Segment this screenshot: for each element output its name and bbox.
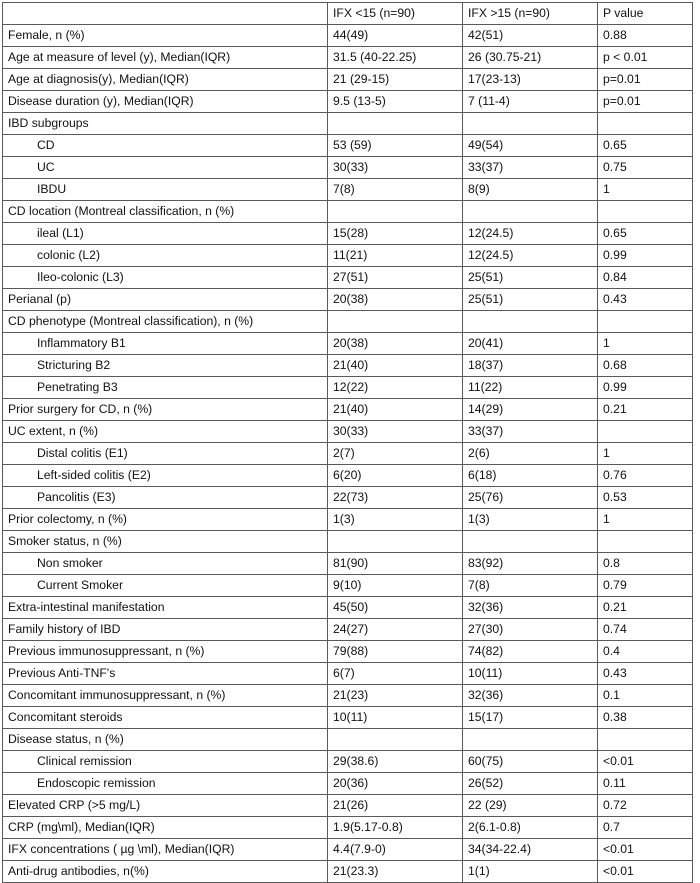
row-label: Left-sided colitis (E2)	[3, 465, 328, 487]
table-row	[3, 377, 693, 399]
cell-ifx-high: 1(1)	[463, 861, 598, 883]
cell-ifx-high: 2(6.1-0.8)	[463, 817, 598, 839]
cell-ifx-high: 33(37)	[463, 421, 598, 443]
cell-ifx-high: 42(51)	[463, 25, 598, 47]
cell-p-value: 0.43	[598, 289, 693, 311]
characteristics-table	[2, 2, 693, 883]
cell-ifx-low: 20(38)	[328, 333, 463, 355]
cell-ifx-low: 21(23)	[328, 685, 463, 707]
cell-p-value: <0.01	[598, 839, 693, 861]
cell-p-value: 0.68	[598, 355, 693, 377]
cell-ifx-high: 6(18)	[463, 465, 598, 487]
cell-ifx-low: 9(10)	[328, 575, 463, 597]
cell-p-value: 1	[598, 443, 693, 465]
cell-ifx-high: 11(22)	[463, 377, 598, 399]
cell-ifx-low: 2(7)	[328, 443, 463, 465]
cell-ifx-high: 25(51)	[463, 289, 598, 311]
cell-p-value: 0.99	[598, 377, 693, 399]
cell-ifx-high: 7 (11-4)	[463, 91, 598, 113]
cell-ifx-high: 32(36)	[463, 685, 598, 707]
cell-ifx-low: 81(90)	[328, 553, 463, 575]
cell-ifx-high: 49(54)	[463, 135, 598, 157]
row-label: Endoscopic remission	[3, 773, 328, 795]
row-label: Smoker status, n (%)	[3, 531, 328, 553]
row-label: Inflammatory B1	[3, 333, 328, 355]
row-label: UC	[3, 157, 328, 179]
cell-ifx-high: 14(29)	[463, 399, 598, 421]
cell-p-value: 0.53	[598, 487, 693, 509]
table-row	[3, 311, 693, 333]
cell-ifx-low: 21(26)	[328, 795, 463, 817]
table-row	[3, 355, 693, 377]
cell-ifx-high: 8(9)	[463, 179, 598, 201]
cell-ifx-low: 1(3)	[328, 509, 463, 531]
row-label: Clinical remission	[3, 751, 328, 773]
cell-ifx-low: 11(21)	[328, 245, 463, 267]
table-row	[3, 861, 693, 883]
cell-p-value: 0.8	[598, 553, 693, 575]
table-row	[3, 179, 693, 201]
cell-p-value: 0.11	[598, 773, 693, 795]
table-container	[2, 2, 693, 883]
cell-ifx-high	[463, 201, 598, 223]
cell-ifx-low: 6(7)	[328, 663, 463, 685]
row-label: Previous immunosuppressant, n (%)	[3, 641, 328, 663]
cell-ifx-low: 27(51)	[328, 267, 463, 289]
row-label: UC extent, n (%)	[3, 421, 328, 443]
table-row	[3, 443, 693, 465]
cell-p-value: 0.7	[598, 817, 693, 839]
cell-ifx-low: 6(20)	[328, 465, 463, 487]
table-row	[3, 223, 693, 245]
cell-p-value: 0.99	[598, 245, 693, 267]
table-row	[3, 597, 693, 619]
row-label: Age at measure of level (y), Median(IQR)	[3, 47, 328, 69]
cell-ifx-low	[328, 113, 463, 135]
cell-p-value: 0.1	[598, 685, 693, 707]
row-label: IFX concentrations ( µg \ml), Median(IQR)	[3, 839, 328, 861]
cell-p-value: 0.21	[598, 399, 693, 421]
cell-p-value: 0.88	[598, 25, 693, 47]
row-label: Female, n (%)	[3, 25, 328, 47]
table-row	[3, 729, 693, 751]
cell-p-value	[598, 201, 693, 223]
cell-p-value	[598, 113, 693, 135]
table-row	[3, 113, 693, 135]
cell-ifx-low: 4.4(7.9-0)	[328, 839, 463, 861]
cell-ifx-low: 22(73)	[328, 487, 463, 509]
cell-ifx-low: 21(23.3)	[328, 861, 463, 883]
cell-ifx-high: 2(6)	[463, 443, 598, 465]
table-row	[3, 641, 693, 663]
cell-ifx-low: 79(88)	[328, 641, 463, 663]
cell-ifx-high: 7(8)	[463, 575, 598, 597]
cell-ifx-low: 20(38)	[328, 289, 463, 311]
cell-p-value: 0.79	[598, 575, 693, 597]
cell-p-value: 1	[598, 179, 693, 201]
cell-p-value: p < 0.01	[598, 47, 693, 69]
cell-p-value: 0.75	[598, 157, 693, 179]
cell-p-value: 0.65	[598, 223, 693, 245]
row-label: Extra-intestinal manifestation	[3, 597, 328, 619]
cell-p-value: 0.76	[598, 465, 693, 487]
table-row	[3, 333, 693, 355]
row-label: ileal (L1)	[3, 223, 328, 245]
cell-ifx-high: 20(41)	[463, 333, 598, 355]
cell-ifx-high	[463, 729, 598, 751]
cell-p-value	[598, 729, 693, 751]
header-ifx-high: IFX >15 (n=90)	[463, 3, 598, 25]
row-label: Perianal (p)	[3, 289, 328, 311]
cell-p-value: 0.21	[598, 597, 693, 619]
table-row	[3, 795, 693, 817]
row-label: Stricturing B2	[3, 355, 328, 377]
cell-ifx-high: 34(34-22.4)	[463, 839, 598, 861]
table-row	[3, 663, 693, 685]
cell-ifx-high	[463, 531, 598, 553]
table-row	[3, 751, 693, 773]
cell-p-value: 1	[598, 333, 693, 355]
cell-ifx-low: 53 (59)	[328, 135, 463, 157]
table-row	[3, 289, 693, 311]
cell-p-value: <0.01	[598, 861, 693, 883]
cell-ifx-high: 33(37)	[463, 157, 598, 179]
cell-ifx-high: 12(24.5)	[463, 223, 598, 245]
row-label: Prior surgery for CD, n (%)	[3, 399, 328, 421]
table-row	[3, 839, 693, 861]
table-row	[3, 685, 693, 707]
row-label: IBD subgroups	[3, 113, 328, 135]
cell-ifx-low: 30(33)	[328, 421, 463, 443]
cell-ifx-high: 17(23-13)	[463, 69, 598, 91]
cell-p-value	[598, 531, 693, 553]
row-label: CRP (mg\ml), Median(IQR)	[3, 817, 328, 839]
table-row	[3, 201, 693, 223]
cell-ifx-high: 12(24.5)	[463, 245, 598, 267]
cell-p-value: 0.43	[598, 663, 693, 685]
cell-ifx-high: 10(11)	[463, 663, 598, 685]
row-label: CD	[3, 135, 328, 157]
table-row	[3, 135, 693, 157]
row-label: Age at diagnosis(y), Median(IQR)	[3, 69, 328, 91]
cell-ifx-high: 83(92)	[463, 553, 598, 575]
table-row	[3, 707, 693, 729]
cell-ifx-high: 26(52)	[463, 773, 598, 795]
table-row	[3, 267, 693, 289]
row-label: Non smoker	[3, 553, 328, 575]
table-row	[3, 509, 693, 531]
cell-p-value: p=0.01	[598, 69, 693, 91]
cell-ifx-low	[328, 201, 463, 223]
cell-p-value: <0.01	[598, 751, 693, 773]
cell-ifx-low: 12(22)	[328, 377, 463, 399]
header-characteristic	[3, 3, 328, 25]
row-label: Ileo-colonic (L3)	[3, 267, 328, 289]
table-row	[3, 399, 693, 421]
table-row	[3, 817, 693, 839]
cell-p-value	[598, 421, 693, 443]
cell-ifx-low: 29(38.6)	[328, 751, 463, 773]
cell-ifx-high	[463, 311, 598, 333]
cell-ifx-high: 74(82)	[463, 641, 598, 663]
table-row	[3, 465, 693, 487]
cell-ifx-high: 18(37)	[463, 355, 598, 377]
cell-ifx-high: 25(76)	[463, 487, 598, 509]
cell-ifx-low: 21(40)	[328, 355, 463, 377]
row-label: Anti-drug antibodies, n(%)	[3, 861, 328, 883]
table-row	[3, 619, 693, 641]
cell-ifx-high: 32(36)	[463, 597, 598, 619]
cell-ifx-high: 60(75)	[463, 751, 598, 773]
table-row	[3, 553, 693, 575]
row-label: Prior colectomy, n (%)	[3, 509, 328, 531]
table-row	[3, 157, 693, 179]
cell-p-value: 0.38	[598, 707, 693, 729]
row-label: Elevated CRP (>5 mg/L)	[3, 795, 328, 817]
cell-ifx-high: 22 (29)	[463, 795, 598, 817]
cell-ifx-low: 9.5 (13-5)	[328, 91, 463, 113]
header-ifx-low: IFX <15 (n=90)	[328, 3, 463, 25]
cell-p-value: 1	[598, 509, 693, 531]
table-row	[3, 421, 693, 443]
cell-ifx-low: 20(36)	[328, 773, 463, 795]
table-row	[3, 487, 693, 509]
row-label: Concomitant immunosuppressant, n (%)	[3, 685, 328, 707]
row-label: CD location (Montreal classification, n (%)	[3, 201, 328, 223]
row-label: IBDU	[3, 179, 328, 201]
cell-ifx-low: 1.9(5.17-0.8)	[328, 817, 463, 839]
cell-ifx-high	[463, 113, 598, 135]
row-label: Penetrating B3	[3, 377, 328, 399]
table-row	[3, 575, 693, 597]
cell-ifx-low: 30(33)	[328, 157, 463, 179]
cell-p-value: 0.74	[598, 619, 693, 641]
table-row	[3, 47, 693, 69]
cell-ifx-low: 21(40)	[328, 399, 463, 421]
cell-p-value: 0.65	[598, 135, 693, 157]
row-label: CD phenotype (Montreal classification), n (%)	[3, 311, 328, 333]
cell-ifx-high: 1(3)	[463, 509, 598, 531]
cell-ifx-low: 15(28)	[328, 223, 463, 245]
table-row	[3, 25, 693, 47]
cell-ifx-high: 15(17)	[463, 707, 598, 729]
row-label: Current Smoker	[3, 575, 328, 597]
row-label: Disease status, n (%)	[3, 729, 328, 751]
table-header-row	[3, 3, 693, 25]
cell-p-value: 0.84	[598, 267, 693, 289]
cell-ifx-low: 24(27)	[328, 619, 463, 641]
row-label: Disease duration (y), Median(IQR)	[3, 91, 328, 113]
cell-p-value: p=0.01	[598, 91, 693, 113]
table-row	[3, 531, 693, 553]
cell-ifx-low: 21 (29-15)	[328, 69, 463, 91]
cell-ifx-low: 44(49)	[328, 25, 463, 47]
cell-ifx-low	[328, 729, 463, 751]
cell-ifx-low: 10(11)	[328, 707, 463, 729]
table-row	[3, 773, 693, 795]
cell-ifx-high: 27(30)	[463, 619, 598, 641]
cell-ifx-low: 45(50)	[328, 597, 463, 619]
cell-p-value: 0.72	[598, 795, 693, 817]
row-label: Distal colitis (E1)	[3, 443, 328, 465]
cell-ifx-high: 26 (30.75-21)	[463, 47, 598, 69]
row-label: colonic (L2)	[3, 245, 328, 267]
cell-p-value	[598, 311, 693, 333]
table-body	[3, 25, 693, 883]
cell-ifx-low: 31.5 (40-22.25)	[328, 47, 463, 69]
header-p-value: P value	[598, 3, 693, 25]
row-label: Concomitant steroids	[3, 707, 328, 729]
row-label: Family history of IBD	[3, 619, 328, 641]
row-label: Pancolitis (E3)	[3, 487, 328, 509]
table-row	[3, 245, 693, 267]
cell-ifx-low: 7(8)	[328, 179, 463, 201]
cell-ifx-low	[328, 311, 463, 333]
row-label: Previous Anti-TNF's	[3, 663, 328, 685]
cell-p-value: 0.4	[598, 641, 693, 663]
table-row	[3, 69, 693, 91]
table-row	[3, 91, 693, 113]
cell-ifx-low	[328, 531, 463, 553]
cell-ifx-high: 25(51)	[463, 267, 598, 289]
